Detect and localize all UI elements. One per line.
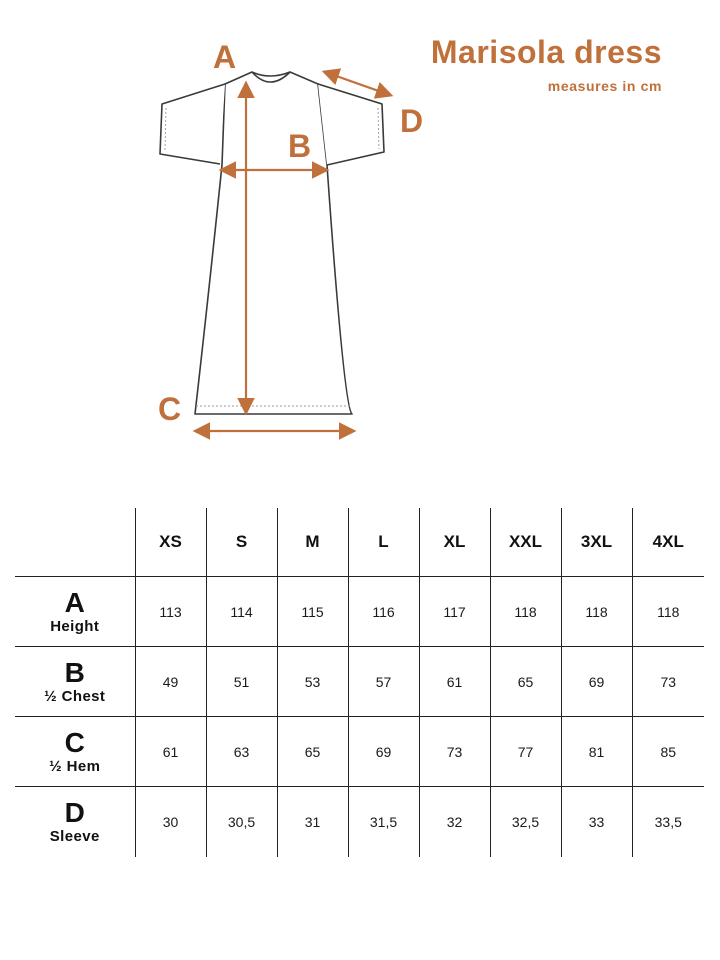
row-header bbox=[15, 647, 135, 717]
table-cell: 31,5 bbox=[348, 787, 419, 857]
row-letter: C bbox=[64, 727, 85, 758]
corner-cell bbox=[15, 508, 135, 577]
table-cell: 32,5 bbox=[490, 787, 561, 857]
size-chart-table bbox=[15, 508, 704, 857]
row-header bbox=[15, 577, 135, 647]
table-cell: 65 bbox=[277, 717, 348, 787]
table-cell: 85 bbox=[632, 717, 704, 787]
table-row bbox=[15, 647, 704, 717]
row-name: ½ Hem bbox=[49, 758, 101, 775]
table-cell: 117 bbox=[419, 577, 490, 647]
table-cell: 69 bbox=[348, 717, 419, 787]
table-row bbox=[15, 717, 704, 787]
label-b: B bbox=[288, 128, 312, 164]
dress-diagram bbox=[0, 0, 720, 460]
label-a: A bbox=[213, 39, 237, 75]
size-header: XL bbox=[419, 508, 490, 577]
row-header bbox=[15, 787, 135, 857]
table-cell: 73 bbox=[419, 717, 490, 787]
table-cell: 118 bbox=[561, 577, 632, 647]
page-title: Marisola dress bbox=[430, 34, 662, 70]
table-cell: 65 bbox=[490, 647, 561, 717]
table-row bbox=[15, 577, 704, 647]
size-header: S bbox=[206, 508, 277, 577]
row-letter: D bbox=[64, 797, 85, 829]
size-header: M bbox=[277, 508, 348, 577]
table-cell: 33,5 bbox=[632, 787, 704, 857]
table-cell: 31 bbox=[277, 787, 348, 857]
table-cell: 118 bbox=[632, 577, 704, 647]
row-letter: A bbox=[64, 587, 85, 618]
dress-outline bbox=[160, 72, 384, 414]
table-cell: 30 bbox=[135, 787, 206, 857]
table-cell: 114 bbox=[206, 577, 277, 647]
size-header: 3XL bbox=[561, 508, 632, 577]
label-c: C bbox=[158, 391, 182, 427]
table-cell: 69 bbox=[561, 647, 632, 717]
table-cell: 32 bbox=[419, 787, 490, 857]
table-cell: 63 bbox=[206, 717, 277, 787]
table-cell: 49 bbox=[135, 647, 206, 717]
table-cell: 57 bbox=[348, 647, 419, 717]
label-d: D bbox=[400, 103, 424, 139]
table-cell: 116 bbox=[348, 577, 419, 647]
table-cell: 118 bbox=[490, 577, 561, 647]
table-cell: 77 bbox=[490, 717, 561, 787]
table-cell: 113 bbox=[135, 577, 206, 647]
table-cell: 81 bbox=[561, 717, 632, 787]
row-letter: B bbox=[64, 657, 85, 688]
size-header: 4XL bbox=[632, 508, 704, 577]
size-header-row bbox=[15, 508, 704, 577]
row-name: Height bbox=[50, 618, 100, 635]
table-cell: 30,5 bbox=[206, 787, 277, 857]
page-subtitle: measures in cm bbox=[547, 78, 662, 94]
table-cell: 53 bbox=[277, 647, 348, 717]
table-row bbox=[15, 787, 704, 857]
row-name: ½ Chest bbox=[44, 688, 106, 705]
size-header: XXL bbox=[490, 508, 561, 577]
size-header: L bbox=[348, 508, 419, 577]
table-cell: 73 bbox=[632, 647, 704, 717]
table-cell: 61 bbox=[135, 717, 206, 787]
table-cell: 115 bbox=[277, 577, 348, 647]
table-cell: 51 bbox=[206, 647, 277, 717]
row-header bbox=[15, 717, 135, 787]
table-cell: 61 bbox=[419, 647, 490, 717]
table-cell: 33 bbox=[561, 787, 632, 857]
row-name: Sleeve bbox=[49, 828, 100, 846]
size-header: XS bbox=[135, 508, 206, 577]
